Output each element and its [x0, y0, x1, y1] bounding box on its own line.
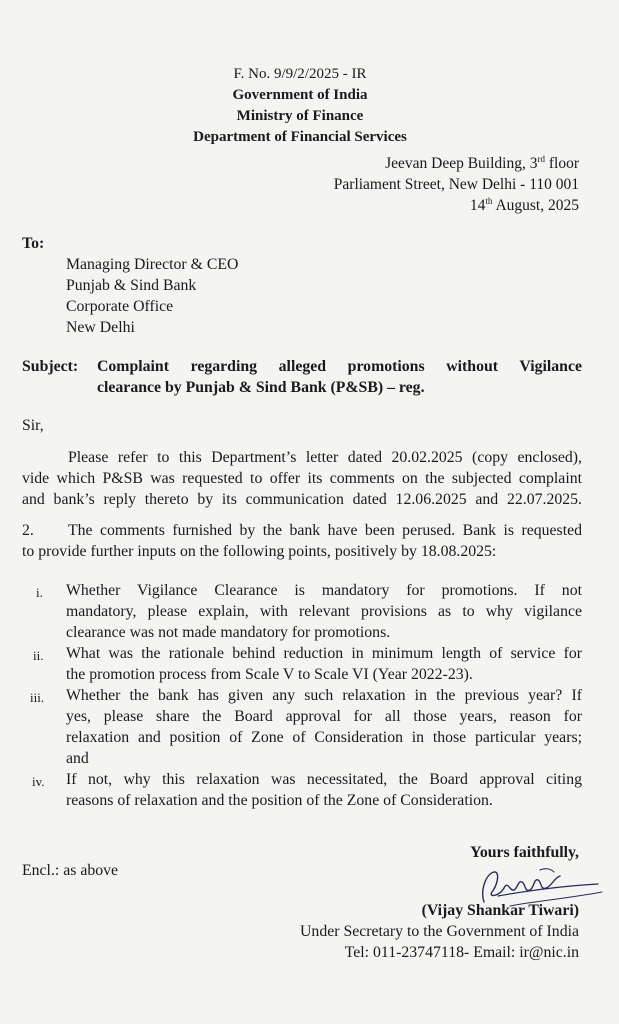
letter-date: 14th August, 2025 [469, 196, 579, 214]
point-line: the promotion process from Scale V to Scale VI (Year 2022-23). [66, 666, 473, 683]
point-line: mandatory, please explain, with relevant provisions as to why vigilance [66, 603, 582, 620]
point-number: i. [36, 585, 43, 600]
recipient-line: New Delhi [66, 319, 135, 336]
signatory-designation: Under Secretary to the Government of India [300, 923, 579, 940]
para1-line: and bank’s reply thereto by its communication dated 12.06.2025 and 22.07.2025. [22, 491, 582, 508]
enclosure: Encl.: as above [22, 862, 119, 879]
department-heading: Department of Financial Services [193, 129, 407, 145]
point-line: What was the rationale behind reduction in minimum length of service for [66, 645, 582, 662]
point-line: relaxation and position of Zone of Consideration in those particular years; [66, 729, 582, 746]
recipient-line: Punjab & Sind Bank [66, 277, 197, 294]
point-line: reasons of relaxation and the position of the Zone of Consideration. [66, 792, 493, 809]
point-line: If not, why this relaxation was necessitated, the Board approval citing [66, 771, 582, 788]
subject-label: Subject: [22, 358, 79, 375]
salutation: Sir, [22, 417, 44, 434]
point-number: ii. [33, 648, 44, 663]
signatory-name: (Vijay Shankar Tiwari) [421, 902, 579, 919]
point-line: yes, please share the Board approval for all those years, reason for [66, 708, 582, 725]
point-line: clearance was not made mandatory for promotions. [66, 624, 391, 641]
point-line: Whether Vigilance Clearance is mandatory for promotions. If not [66, 582, 582, 599]
subject-line: Complaint regarding alleged promotions without Vigilance [97, 358, 582, 375]
para1-line: vide which P&SB was requested to offer its comments on the subjected complaint [22, 470, 582, 487]
file-number: F. No. 9/9/2/2025 - IR [233, 66, 367, 82]
para2-number: 2. [22, 522, 34, 539]
recipient-line: Managing Director & CEO [66, 256, 239, 273]
para2-line: to provide further inputs on the following points, positively by 18.08.2025: [22, 543, 497, 560]
ministry-heading: Ministry of Finance [236, 108, 364, 124]
point-line: Whether the bank has given any such relaxation in the previous year? If [66, 687, 582, 704]
to-label: To: [22, 235, 45, 252]
signatory-contact: Tel: 011-23747118- Email: ir@nic.in [344, 944, 579, 961]
closing: Yours faithfully, [470, 844, 579, 861]
recipient-line: Corporate Office [66, 298, 174, 315]
para2-line: The comments furnished by the bank have been perused. Bank is requested [68, 522, 582, 539]
address-building: Jeevan Deep Building, 3rd floor [385, 154, 579, 172]
subject-line: clearance by Punjab & Sind Bank (P&SB) – reg. [97, 379, 425, 396]
point-line: and [66, 750, 89, 767]
government-heading: Government of India [232, 87, 368, 103]
address-street: Parliament Street, New Delhi - 110 001 [333, 176, 579, 193]
point-number: iv. [32, 774, 45, 789]
point-number: iii. [30, 690, 45, 705]
para1-line: Please refer to this Department’s letter dated 20.02.2025 (copy enclosed), [68, 449, 582, 466]
